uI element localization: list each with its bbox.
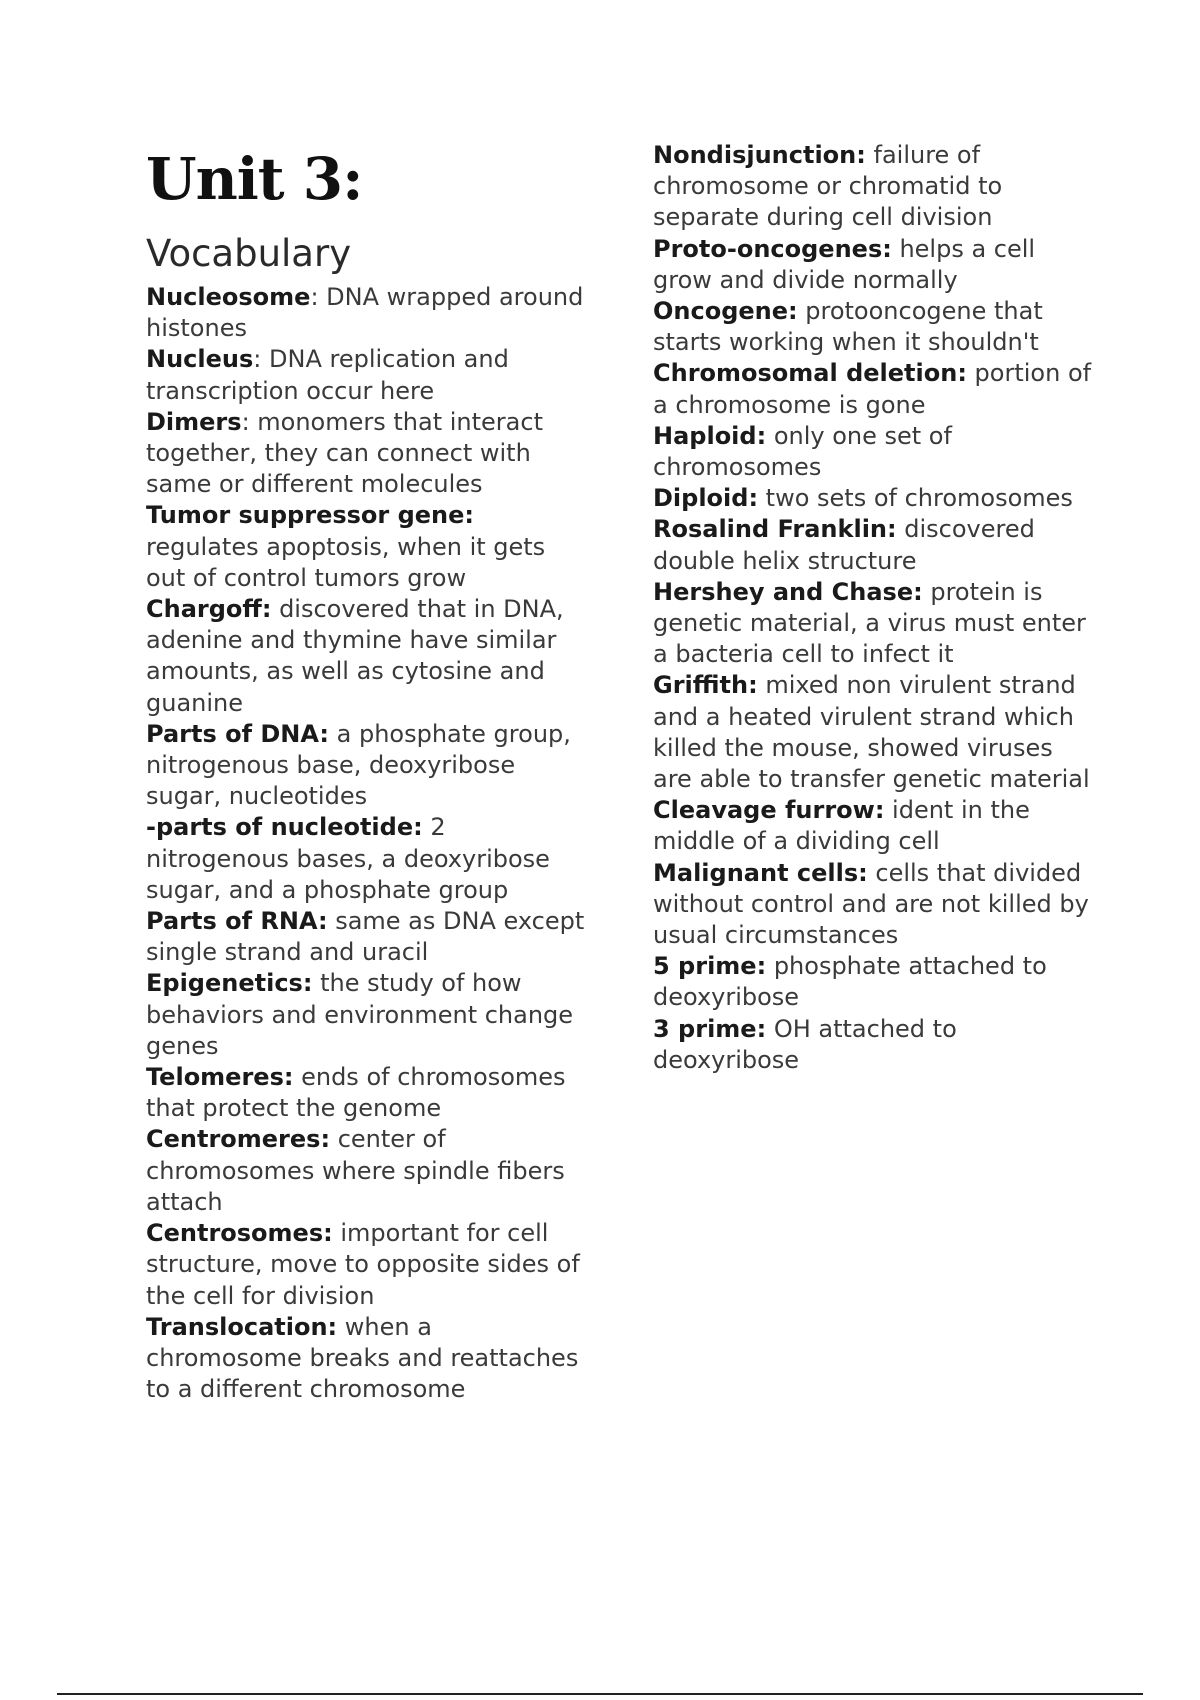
vocab-definition: two sets of chromosomes [758, 484, 1073, 513]
vocab-definition: a phosphate group, nitrogenous base, deoxyribose sugar, nucleotides [146, 719, 571, 811]
vocab-term: Haploid: [653, 421, 767, 450]
vocab-entry-parts-of-rna [146, 906, 586, 968]
vocab-entry-epigenetics [146, 968, 586, 1062]
vocab-definition: same as DNA except single strand and uracil [146, 907, 585, 967]
vocab-term: Parts of RNA: [146, 907, 328, 936]
vocab-definition: ends of chromosomes that protect the genome [146, 1063, 566, 1123]
vocab-entry-oncogene [653, 296, 1093, 358]
vocab-entry-chromosomal-deletion [653, 358, 1093, 420]
vocab-term: Translocation: [146, 1312, 338, 1341]
vocab-definition: protein is genetic material, a virus must enter a bacteria cell to infect it [653, 577, 1086, 669]
vocab-entry-nondisjunction [653, 140, 1093, 234]
vocab-entry-nucleus [146, 344, 586, 406]
vocab-term: Chargoff: [146, 595, 272, 624]
vocab-entry-telomeres [146, 1062, 586, 1124]
vocab-entry-hershey-and-chase [653, 577, 1093, 671]
vocab-definition: DNA replication and transcription occur here [146, 345, 509, 405]
vocab-term: Telomeres: [146, 1063, 294, 1092]
vocab-entry-haploid [653, 421, 1093, 483]
vocab-entry-parts-of-nucleotide [146, 812, 586, 906]
vocab-term: Malignant cells: [653, 858, 868, 887]
vocab-term: Dimers [146, 407, 242, 436]
vocab-term: Nucleus [146, 345, 254, 374]
vocab-term: Rosalind Franklin: [653, 515, 897, 544]
vocab-definition: 2 nitrogenous bases, a deoxyribose sugar, and a phosphate group [146, 813, 550, 904]
vocab-separator: : [310, 283, 319, 311]
left-vocabulary-column [146, 282, 586, 1405]
vocab-definition: protooncogene that starts working when it shouldn't [653, 297, 1043, 357]
vocab-definition: regulates apoptosis, when it gets out of control tumors grow [146, 532, 546, 592]
vocab-definition: failure of chromosome or chromatid to separate during cell division [653, 141, 1003, 232]
bottom-divider-line [57, 1693, 1143, 1695]
vocab-term: Nucleosome [146, 283, 311, 311]
vocab-definition: DNA wrapped around histones [146, 283, 584, 343]
vocab-separator: : [253, 345, 262, 374]
vocab-separator: : [241, 407, 250, 436]
vocab-entry-dimers [146, 407, 586, 501]
vocab-definition: center of chromosomes where spindle fibers attach [146, 1125, 565, 1216]
vocab-definition: phosphate attached to deoxyribose [653, 952, 1047, 1012]
vocab-entry-diploid [653, 483, 1093, 514]
vocab-entry-malignant-cells [653, 858, 1093, 952]
vocab-term: Proto-oncogenes: [653, 234, 892, 263]
vocab-definition: only one set of chromosomes [653, 421, 952, 482]
vocab-term: Epigenetics: [146, 969, 313, 998]
vocab-term: Chromosomal deletion: [653, 359, 967, 388]
vocab-entry-cleavage-furrow [653, 795, 1093, 857]
vocab-term: Tumor suppressor gene: [146, 501, 475, 530]
vocab-definition: the study of how behaviors and environment change genes [146, 969, 574, 1060]
vocab-definition: monomers that interact together, they can connect with same or different molecules [146, 407, 543, 499]
right-vocabulary-column [653, 140, 1093, 1076]
vocab-entry-rosalind-franklin [653, 514, 1093, 576]
vocab-definition: when a chromosome breaks and reattaches to a different chromosome [146, 1312, 579, 1404]
page-title: Unit 3: [146, 145, 363, 213]
vocab-entry-centromeres [146, 1124, 586, 1218]
vocab-term: Cleavage furrow: [653, 796, 885, 825]
vocab-term: -parts of nucleotide: [146, 813, 423, 842]
vocab-definition: portion of a chromosome is gone [653, 359, 1092, 419]
vocab-entry-centrosomes [146, 1218, 586, 1312]
vocab-entry-tumor-suppressor-gene [146, 500, 586, 594]
vocab-definition: OH attached to deoxyribose [653, 1014, 957, 1074]
page-subtitle: Vocabulary [146, 232, 352, 275]
vocab-entry-nucleosome [146, 282, 586, 344]
vocab-entry-parts-of-dna [146, 719, 586, 813]
vocab-term: 3 prime: [653, 1014, 767, 1043]
vocab-entry-3-prime [653, 1014, 1093, 1076]
vocab-definition: discovered double helix structure [653, 515, 1035, 575]
vocab-term: Griffith: [653, 671, 758, 700]
vocab-definition: mixed non virulent strand and a heated virulent strand which killed the mouse, showed viruses are able to transfer genetic material [653, 671, 1090, 794]
vocab-entry-translocation [146, 1312, 586, 1406]
vocab-term: 5 prime: [653, 952, 767, 981]
vocab-definition: important for cell structure, move to opposite sides of the cell for division [146, 1219, 580, 1310]
vocab-term: Nondisjunction: [653, 141, 866, 169]
vocab-term: Hershey and Chase: [653, 577, 923, 606]
vocab-entry-5-prime [653, 951, 1093, 1013]
vocab-definition: helps a cell grow and divide normally [653, 234, 1036, 294]
vocab-definition: ident in the middle of a dividing cell [653, 796, 1030, 856]
vocab-entry-proto-oncogenes [653, 234, 1093, 296]
vocab-term: Oncogene: [653, 297, 798, 326]
vocab-term: Centromeres: [146, 1125, 331, 1154]
vocab-definition: discovered that in DNA, adenine and thymine have similar amounts, as well as cytosine and guanine [146, 595, 564, 717]
vocab-term: Diploid: [653, 484, 759, 513]
vocab-definition: cells that divided without control and are not killed by usual circumstances [653, 858, 1089, 950]
vocab-entry-chargoff [146, 594, 586, 719]
vocab-term: Centrosomes: [146, 1219, 333, 1248]
vocab-term: Parts of DNA: [146, 719, 329, 748]
vocab-entry-griffith [653, 670, 1093, 795]
